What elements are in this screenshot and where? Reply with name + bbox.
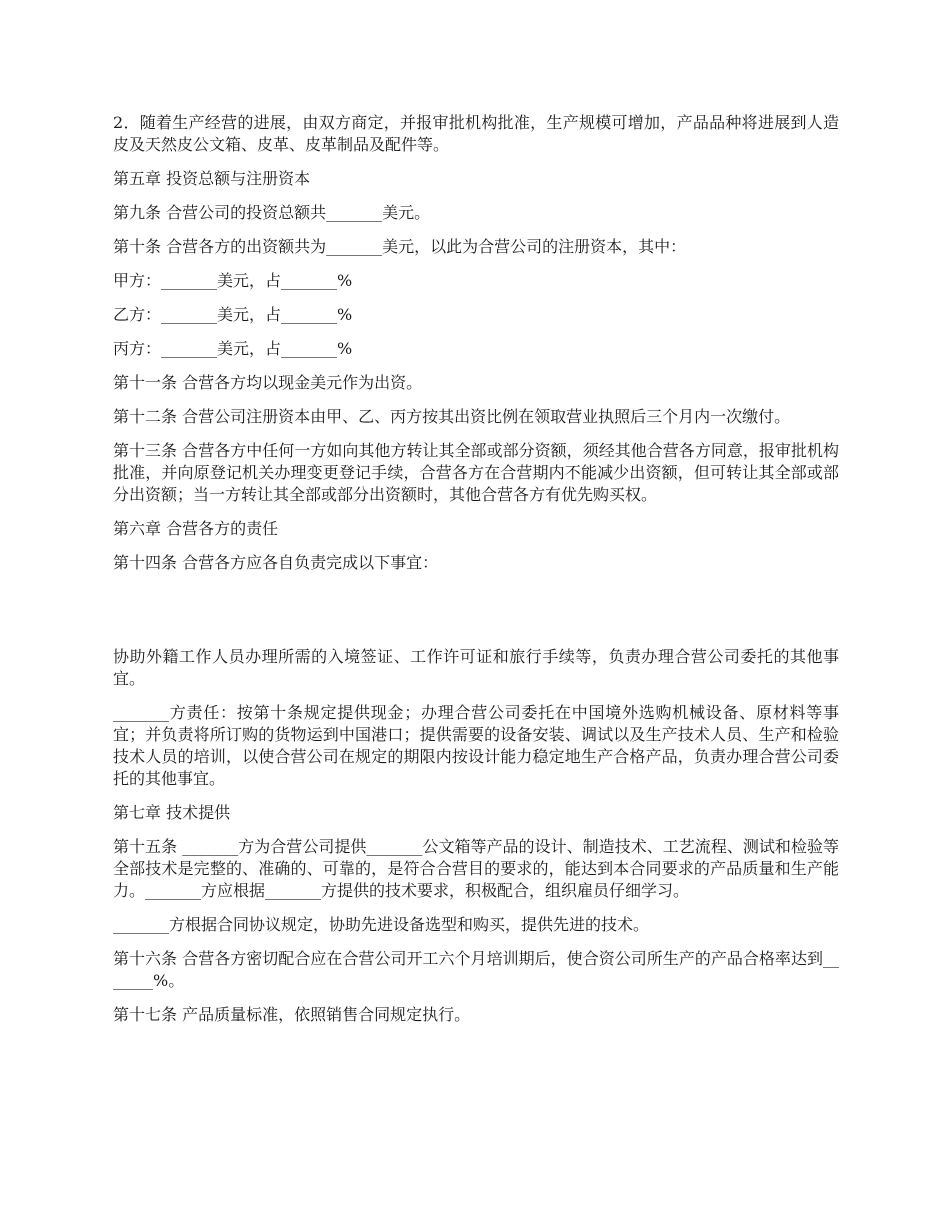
article-15: 第十五条 _______方为合营公司提供_______公文箱等产品的设计、制造技术、工艺流程、测试和检验等全部技术是完整的、准确的、可靠的，是符合合营目的要求的，能达到本合同要求的产品质量和生产能力。_______方应根据_______方提供的技术要求，积极配合，组织雇员仔细学习。 xyxy=(113,837,839,900)
article-10: 第十条 合营各方的出资额共为_______美元，以此为合营公司的注册资本，其中： xyxy=(113,237,687,256)
party-responsibility: _______方责任：按第十条规定提供现金；办理合营公司委托在中国境外选购机械设备、原材料等事宜；并负责将所订购的货物运到中国港口；提供需要的设备安装、调试以及生产技术人员、生产和检验技术人员的培训，以使合营公司在规定的期限内按设计能力稳定地生产合格产品，负责办理合营公司委托的其他事宜。 xyxy=(113,703,839,788)
article-13: 第十三条 合营各方中任何一方如向其他方转让其全部或部分资额，须经其他合营各方同意，报审批机构批准，并向原登记机关办理变更登记手续，合营各方在合营期内不能减少出资额，但可转让其全部或部分出资额；当一方转让其全部或部分出资额时，其他合营各方有优先购买权。 xyxy=(113,441,839,504)
equipment-selection: _______方根据合同协议规定，协助先进设备选型和购买，提供先进的技术。 xyxy=(113,915,650,934)
party-b-contribution: 乙方：_______美元，占_______% xyxy=(113,305,353,324)
article-12: 第十二条 合营公司注册资本由甲、乙、丙方按其出资比例在领取营业执照后三个月内一次缴付。 xyxy=(113,407,791,426)
party-c-contribution: 丙方：_______美元，占_______% xyxy=(113,339,353,358)
article-14: 第十四条 合营各方应各自负责完成以下事宜： xyxy=(113,553,439,572)
assist-foreign-staff: 协助外籍工作人员办理所需的入境签证、工作许可证和旅行手续等，负责办理合营公司委托的其他事宜。 xyxy=(113,647,839,688)
chapter-5-heading: 第五章 投资总额与注册资本 xyxy=(113,169,311,188)
chapter-6-heading: 第六章 合营各方的责任 xyxy=(113,519,279,538)
paragraph-scale-expansion: 2．随着生产经营的进展，由双方商定，并报审批机构批准，生产规模可增加，产品品种将进展到人造皮及天然皮公文箱、皮革、皮革制品及配件等。 xyxy=(113,113,839,154)
document-page xyxy=(113,112,839,1038)
chapter-7-heading: 第七章 技术提供 xyxy=(113,803,231,822)
blank-gap xyxy=(113,586,839,646)
article-17: 第十七条 产品质量标准，依照销售合同规定执行。 xyxy=(113,1005,471,1024)
article-16: 第十六条 合营各方密切配合应在合营公司开工六个月培训期后，使合资公司所生产的产品合格率达到_______%。 xyxy=(113,949,839,990)
article-11: 第十一条 合营各方均以现金美元作为出资。 xyxy=(113,373,423,392)
article-9: 第九条 合营公司的投资总额共_______美元。 xyxy=(113,203,431,222)
party-a-contribution: 甲方：_______美元，占_______% xyxy=(113,271,353,290)
